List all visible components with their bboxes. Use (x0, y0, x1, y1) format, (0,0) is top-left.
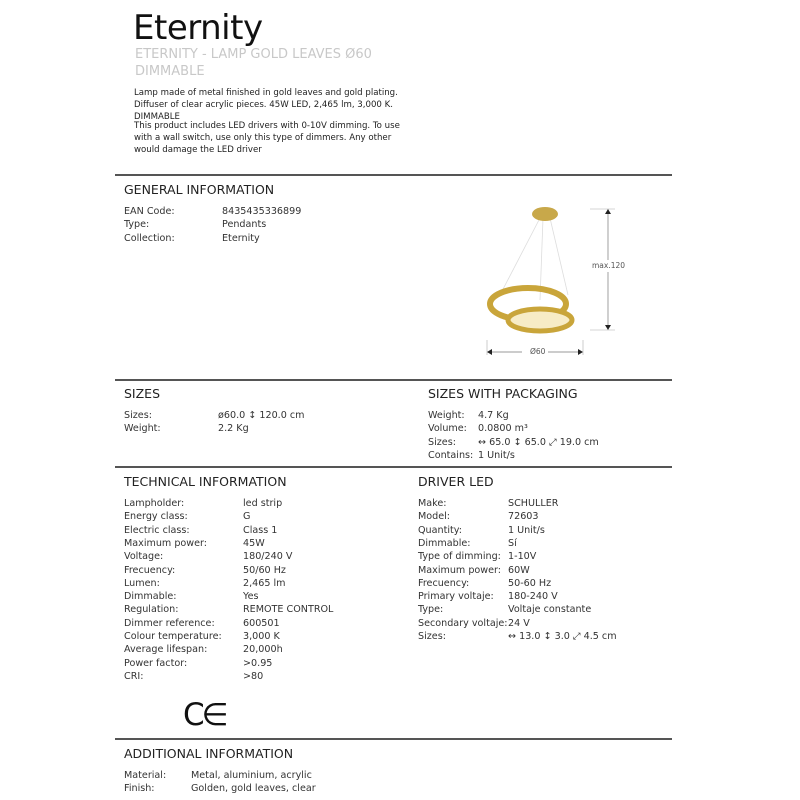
row-value: ↔ 65.0 ↕ 65.0 ⤢ 19.0 cm (478, 436, 599, 448)
row-value: >80 (243, 670, 264, 682)
row-value: ø60.0 ↕ 120.0 cm (218, 410, 305, 421)
row-value: 2.2 Kg (218, 423, 249, 435)
product-subtitle (135, 46, 425, 80)
divider (115, 738, 672, 740)
row-value: ↔ 13.0 ↕ 3.0 ⤢ 4.5 cm (508, 631, 617, 642)
row-label: Type: (124, 219, 150, 231)
additional-heading: ADDITIONAL INFORMATION (124, 746, 294, 761)
row-label: Type of dimming: (418, 551, 501, 563)
driver-heading: DRIVER LED (418, 474, 494, 489)
row-value: 24 V (508, 617, 530, 629)
row-value: 180/240 V (243, 551, 293, 563)
row-label: Colour temperature: (124, 631, 222, 642)
row-value: 20,000h (243, 644, 283, 656)
technical-heading: TECHNICAL INFORMATION (124, 474, 287, 489)
row-label: Weight: (124, 423, 161, 435)
row-value: SCHULLER (508, 498, 559, 509)
row-label: Finish: (124, 783, 155, 795)
row-label: Average lifespan: (124, 644, 208, 656)
row-value: 45W (243, 537, 265, 549)
driver-note: This product includes LED drivers with 0-10V dimming. To use with a wall switch, use only this type of dimmers. Any other would damage the LED driver (134, 121, 400, 155)
row-label: Energy class: (124, 511, 188, 523)
row-label: Power factor: (124, 657, 188, 669)
row-label: Frecuency: (124, 564, 176, 576)
row-value: G (243, 511, 251, 523)
row-label: Voltage: (124, 551, 164, 563)
row-label: Model: (418, 511, 451, 523)
row-label: Make: (418, 498, 447, 509)
row-value: 600501 (243, 617, 280, 629)
row-label: Dimmer reference: (124, 617, 215, 629)
row-label: Lampholder: (124, 498, 185, 509)
row-label: Maximum power: (418, 564, 502, 576)
subtitle-line-1: ETERNITY - LAMP GOLD LEAVES Ø60 (135, 47, 372, 62)
height-label: max.120 (592, 261, 626, 270)
row-label: Volume: (428, 423, 467, 435)
row-label: Electric class: (124, 524, 190, 536)
row-value: Metal, aluminium, acrylic (191, 770, 312, 781)
product-title: Eternity (133, 8, 263, 48)
lamp-dimension-diagram (480, 200, 630, 365)
row-value: 1 Unit/s (478, 449, 515, 461)
row-value: 4.7 Kg (478, 410, 509, 421)
row-value: 3,000 K (243, 631, 280, 642)
row-label: Maximum power: (124, 537, 208, 549)
row-value: 50/60 Hz (243, 564, 286, 576)
row-label: Dimmable: (124, 591, 177, 603)
row-label: Quantity: (418, 524, 462, 536)
row-value: 0.0800 m³ (478, 423, 528, 435)
row-value: 1-10V (508, 551, 537, 563)
subtitle-line-2: DIMMABLE (135, 64, 205, 79)
row-value: 180-240 V (508, 591, 558, 603)
diameter-label: Ø60 (530, 347, 546, 356)
packaging-heading: SIZES WITH PACKAGING (428, 386, 578, 401)
row-value: Pendants (222, 219, 267, 231)
divider (115, 466, 672, 468)
row-value: REMOTE CONTROL (243, 604, 334, 616)
row-label: Material: (124, 770, 167, 781)
divider (115, 174, 672, 176)
row-label: Sizes: (124, 410, 152, 421)
row-value: led strip (243, 498, 283, 509)
product-description: Lamp made of metal finished in gold leaves and gold plating. Diffuser of clear acrylic pieces. 45W LED, 2,465 lm, 3,000 K. DIMMABLE (134, 88, 398, 122)
row-label: Regulation: (124, 604, 179, 616)
row-value: 2,465 lm (243, 577, 286, 589)
row-value: Yes (243, 591, 259, 603)
row-label: EAN Code: (124, 206, 175, 217)
row-label: Primary voltaje: (418, 591, 494, 603)
row-value: Eternity (222, 232, 260, 244)
row-value: 50-60 Hz (508, 577, 552, 589)
row-value: 1 Unit/s (508, 524, 545, 536)
row-label: CRI: (124, 670, 144, 682)
row-label: Weight: (428, 410, 465, 421)
sizes-heading: SIZES (124, 386, 161, 401)
row-value: Class 1 (243, 524, 278, 536)
row-value: >0.95 (243, 657, 273, 669)
row-label: Contains: (428, 449, 474, 461)
row-label: Frecuency: (418, 577, 470, 589)
row-label: Sizes: (428, 436, 456, 448)
lamp-illustration (490, 207, 572, 331)
ce-mark-icon: C∈ (183, 697, 226, 733)
row-value: Sí (508, 537, 517, 549)
row-label: Type: (418, 604, 444, 616)
row-label: Lumen: (124, 577, 160, 589)
row-value: 8435435336899 (222, 206, 302, 217)
divider (115, 379, 672, 381)
general-heading: GENERAL INFORMATION (124, 182, 275, 197)
row-label: Secondary voltaje: (418, 617, 508, 629)
row-value: 60W (508, 564, 530, 576)
row-value: 72603 (508, 511, 539, 523)
row-label: Collection: (124, 232, 175, 244)
row-label: Dimmable: (418, 537, 471, 549)
row-value: Golden, gold leaves, clear (191, 783, 316, 795)
row-value: Voltaje constante (508, 604, 592, 616)
row-label: Sizes: (418, 631, 446, 642)
